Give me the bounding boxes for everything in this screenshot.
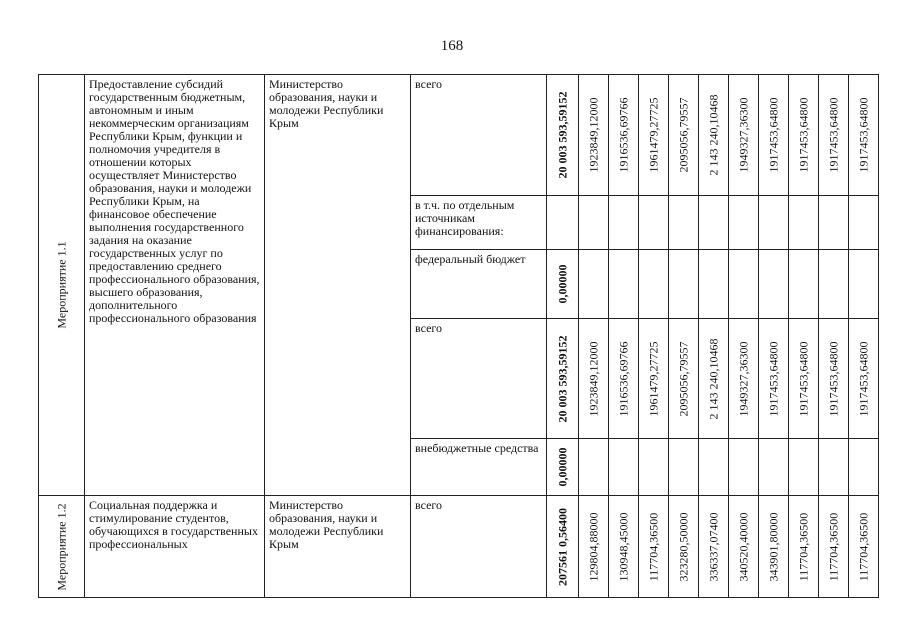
- year-value: 117704,36500: [856, 512, 870, 581]
- total-cell: [547, 75, 579, 196]
- year-cell: [579, 196, 609, 250]
- year-cell: [609, 319, 639, 439]
- year-cell: [699, 196, 729, 250]
- total-cell: [547, 250, 579, 319]
- funding-source: всего: [411, 319, 547, 439]
- year-cell: [789, 250, 819, 319]
- year-cell: [639, 75, 669, 196]
- year-value: 1917453,64800: [766, 97, 780, 173]
- measure-executor: Министерство образования, науки и молодежи Республики Крым: [265, 75, 411, 496]
- year-cell: [849, 250, 879, 319]
- total-value: 20 003 593,59152: [555, 91, 569, 179]
- year-cell: [759, 496, 789, 598]
- year-cell: [699, 75, 729, 196]
- year-cell: [699, 250, 729, 319]
- year-cell: [639, 196, 669, 250]
- year-value: 1917453,64800: [856, 341, 870, 416]
- year-cell: [789, 319, 819, 439]
- total-value: 0,00000: [555, 264, 569, 304]
- measure-label: Мероприятие 1.1: [54, 241, 68, 329]
- year-value: 1961479,27725: [646, 341, 660, 416]
- year-cell: [699, 496, 729, 598]
- total-cell: [547, 496, 579, 598]
- measure-2-row: [39, 496, 879, 598]
- year-value: 2 143 240,10468: [706, 94, 720, 176]
- year-cell: [819, 75, 849, 196]
- measure-label-cell: [39, 496, 85, 598]
- year-value: 1917453,64800: [856, 97, 870, 173]
- year-value: 1916536,69766: [616, 97, 630, 173]
- year-value: 1923849,12000: [586, 341, 600, 416]
- year-cell: [759, 439, 789, 496]
- year-cell: [789, 75, 819, 196]
- year-cell: [579, 439, 609, 496]
- year-cell: [729, 196, 759, 250]
- year-cell: [729, 319, 759, 439]
- year-cell: [729, 75, 759, 196]
- year-cell: [759, 250, 789, 319]
- year-cell: [579, 250, 609, 319]
- year-cell: [669, 496, 699, 598]
- funding-source: всего: [411, 75, 547, 196]
- year-cell: [729, 250, 759, 319]
- year-cell: [849, 196, 879, 250]
- year-cell: [669, 319, 699, 439]
- year-value: 323280,50000: [676, 512, 690, 581]
- year-value: 1917453,64800: [796, 97, 810, 173]
- year-cell: [819, 496, 849, 598]
- year-cell: [609, 439, 639, 496]
- year-cell: [639, 319, 669, 439]
- funding-source: в т.ч. по отдельным источникам финансирования:: [411, 196, 547, 250]
- year-value: 117704,36500: [646, 512, 660, 581]
- year-value: 1923849,12000: [586, 97, 600, 173]
- page-number: 168: [440, 38, 464, 54]
- total-cell: [547, 196, 579, 250]
- year-cell: [639, 496, 669, 598]
- year-cell: [759, 319, 789, 439]
- year-cell: [579, 319, 609, 439]
- year-cell: [609, 196, 639, 250]
- year-cell: [579, 75, 609, 196]
- year-value: 343901,80000: [766, 512, 780, 581]
- funding-source: внебюджетные средства: [411, 439, 547, 496]
- year-cell: [819, 319, 849, 439]
- year-cell: [699, 319, 729, 439]
- year-value: 1917453,64800: [826, 97, 840, 173]
- year-cell: [789, 496, 819, 598]
- total-value: 0,00000: [555, 447, 569, 487]
- measure-executor: Министерство образования, науки и молодежи Республики Крым: [265, 496, 411, 598]
- year-cell: [609, 496, 639, 598]
- funding-source: федеральный бюджет: [411, 250, 547, 319]
- year-cell: [639, 439, 669, 496]
- year-value: 117704,36500: [796, 512, 810, 581]
- year-value: 1917453,64800: [796, 341, 810, 416]
- year-cell: [849, 75, 879, 196]
- year-cell: [819, 439, 849, 496]
- total-value: 20 003 593,59152: [555, 335, 569, 422]
- total-cell: [547, 439, 579, 496]
- measure-label-cell: [39, 75, 85, 496]
- year-cell: [609, 250, 639, 319]
- year-value: 1916536,69766: [616, 341, 630, 416]
- year-cell: [849, 496, 879, 598]
- year-value: 130948,45000: [616, 512, 630, 581]
- measure-1-row: [39, 75, 879, 196]
- measure-description: Предоставление субсидий государственным бюджетным, автономным и иным некоммерческим организациям Республики Крым, функции и полномочия учредителя в отношении которых осуществляет Министерство образования, науки и молодежи Республики Крым, на финансовое обеспечение выполнения государственного задания на оказание государственных услуг по предоставлению среднего профессионального образования, высшего образования, дополнительного профессионального образования: [85, 75, 265, 496]
- year-cell: [789, 196, 819, 250]
- year-cell: [579, 496, 609, 598]
- year-cell: [759, 196, 789, 250]
- year-cell: [609, 75, 639, 196]
- measure-description: Социальная поддержка и стимулирование студентов, обучающихся в государственных профессиональных: [85, 496, 265, 598]
- year-cell: [699, 439, 729, 496]
- year-value: 117704,36500: [826, 512, 840, 581]
- year-value: 1917453,64800: [826, 341, 840, 416]
- budget-table: [38, 74, 879, 598]
- year-value: 1961479,27725: [646, 97, 660, 173]
- year-cell: [759, 75, 789, 196]
- year-cell: [639, 250, 669, 319]
- year-cell: [729, 496, 759, 598]
- year-value: 2 143 240,10468: [706, 338, 720, 419]
- year-value: 336337,07400: [706, 512, 720, 581]
- year-cell: [669, 196, 699, 250]
- total-cell: [547, 319, 579, 439]
- year-value: 2095056,79557: [676, 341, 690, 416]
- year-cell: [729, 439, 759, 496]
- year-cell: [849, 319, 879, 439]
- total-value: 207561 0,56400: [555, 507, 569, 586]
- year-value: 129804,88000: [586, 512, 600, 581]
- year-value: 340520,40000: [736, 512, 750, 581]
- year-cell: [819, 250, 849, 319]
- year-value: 1949327,36300: [736, 341, 750, 416]
- year-value: 1949327,36300: [736, 97, 750, 173]
- year-cell: [669, 250, 699, 319]
- funding-source: всего: [411, 496, 547, 598]
- year-cell: [669, 439, 699, 496]
- year-cell: [669, 75, 699, 196]
- year-value: 2095056,79557: [676, 97, 690, 173]
- year-cell: [789, 439, 819, 496]
- year-cell: [849, 439, 879, 496]
- year-cell: [819, 196, 849, 250]
- measure-label: Мероприятие 1.2: [54, 502, 68, 591]
- year-value: 1917453,64800: [766, 341, 780, 416]
